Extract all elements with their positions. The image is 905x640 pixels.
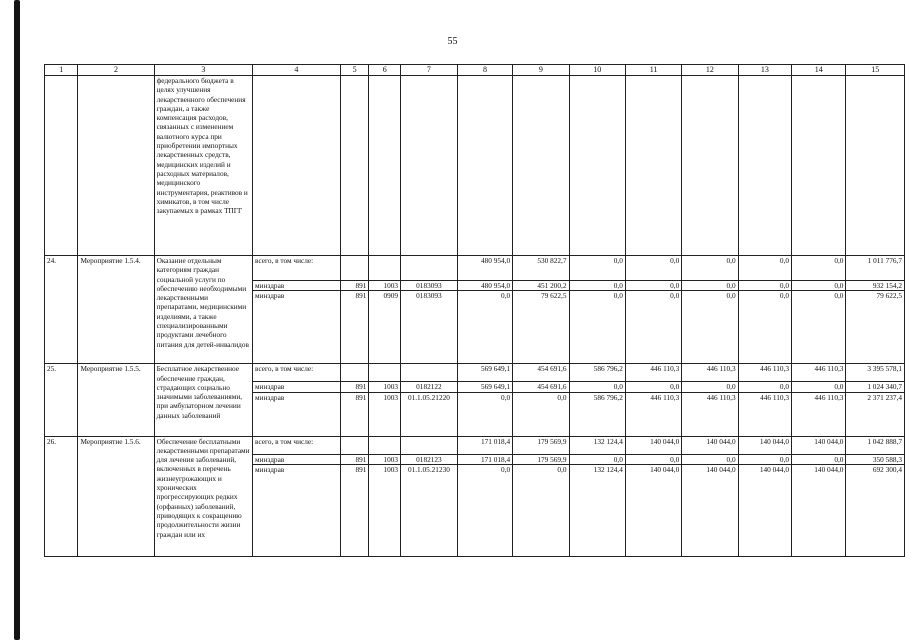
value-col14-cell: 140 044,0 bbox=[792, 464, 846, 556]
section-cell: 1003 bbox=[369, 281, 401, 291]
target-article-cell bbox=[401, 256, 458, 281]
section-cell: 1003 bbox=[369, 392, 401, 436]
value-col12-cell: 0,0 bbox=[682, 281, 738, 291]
target-article-cell: 0183093 bbox=[401, 281, 458, 291]
grbs-cell: 891 bbox=[340, 281, 369, 291]
value-col9-cell: 454 691,6 bbox=[513, 382, 569, 392]
col-header: 4 bbox=[253, 65, 341, 76]
cell bbox=[682, 76, 738, 256]
value-col8-cell: 0,0 bbox=[457, 291, 512, 364]
cell bbox=[457, 76, 512, 256]
value-col8-cell: 0,0 bbox=[457, 392, 512, 436]
section-cell bbox=[369, 256, 401, 281]
cell bbox=[340, 76, 369, 256]
value-col8-cell: 171 018,4 bbox=[457, 436, 512, 454]
row-number-cell: 24. bbox=[45, 256, 78, 364]
executor-cell: всего, в том числе: bbox=[253, 256, 341, 281]
value-col12-cell: 446 110,3 bbox=[682, 364, 738, 382]
value-col11-cell: 446 110,3 bbox=[625, 392, 681, 436]
value-col10-cell: 586 796,2 bbox=[569, 392, 625, 436]
value-col13-cell: 446 110,3 bbox=[738, 364, 791, 382]
cell bbox=[625, 76, 681, 256]
value-col13-cell: 0,0 bbox=[738, 454, 791, 464]
value-col8-cell: 171 018,4 bbox=[457, 454, 512, 464]
value-col9-cell: 454 691,6 bbox=[513, 364, 569, 382]
total-cell: 1 011 776,7 bbox=[846, 256, 905, 281]
cell bbox=[738, 76, 791, 256]
total-cell: 350 588,3 bbox=[846, 454, 905, 464]
value-col10-cell: 0,0 bbox=[569, 291, 625, 364]
value-col14-cell: 0,0 bbox=[792, 454, 846, 464]
description-cell: Обеспечение бесплатными лекарственными препаратами для лечения заболеваний, включенных в перечень жизнеугрожающих и хронических прогрессирующих редких (орфанных) заболеваний, приводящих к сокращению продолжительности жизни граждан или их bbox=[154, 436, 252, 556]
target-article-cell: 0182123 bbox=[401, 454, 458, 464]
value-col10-cell: 0,0 bbox=[569, 256, 625, 281]
value-col14-cell: 446 110,3 bbox=[792, 392, 846, 436]
value-col9-cell: 0,0 bbox=[513, 464, 569, 556]
cell bbox=[369, 76, 401, 256]
col-header: 10 bbox=[569, 65, 625, 76]
value-col12-cell: 140 044,0 bbox=[682, 436, 738, 454]
event-name-cell: Мероприятие 1.5.4. bbox=[78, 256, 154, 364]
value-col12-cell: 0,0 bbox=[682, 382, 738, 392]
table-header-row bbox=[45, 65, 905, 76]
section-cell: 1003 bbox=[369, 454, 401, 464]
description-cell: федерального бюджета в целях улучшения лекарственного обеспечения граждан, а также компенсация расходов, связанных с изменением валютного курса при приобретении импортных лекарственных средств, медицинских изделий и расходных материалов, медицинского инструментария, реактивов и химикатов, в том числе закупаемых в рамках ТПГГ bbox=[154, 76, 252, 256]
value-col10-cell: 132 124,4 bbox=[569, 464, 625, 556]
total-cell: 1 042 888,7 bbox=[846, 436, 905, 454]
table-row bbox=[45, 256, 905, 281]
col-header: 5 bbox=[340, 65, 369, 76]
value-col14-cell: 140 044,0 bbox=[792, 436, 846, 454]
value-col13-cell: 0,0 bbox=[738, 382, 791, 392]
value-col10-cell: 0,0 bbox=[569, 454, 625, 464]
col-header: 9 bbox=[513, 65, 569, 76]
executor-cell: минздрав bbox=[253, 281, 341, 291]
col-header: 6 bbox=[369, 65, 401, 76]
value-col8-cell: 0,0 bbox=[457, 464, 512, 556]
target-article-cell: 01.1.05.21230 bbox=[401, 464, 458, 556]
col-header: 7 bbox=[401, 65, 458, 76]
scan-edge-bar bbox=[14, 0, 20, 640]
value-col11-cell: 140 044,0 bbox=[625, 464, 681, 556]
value-col11-cell: 0,0 bbox=[625, 382, 681, 392]
value-col8-cell: 480 954,0 bbox=[457, 256, 512, 281]
value-col9-cell: 79 622,5 bbox=[513, 291, 569, 364]
value-col13-cell: 140 044,0 bbox=[738, 464, 791, 556]
total-cell: 692 300,4 bbox=[846, 464, 905, 556]
value-col9-cell: 179 569,9 bbox=[513, 454, 569, 464]
value-col12-cell: 446 110,3 bbox=[682, 392, 738, 436]
grbs-cell bbox=[340, 436, 369, 454]
executor-cell: всего, в том числе: bbox=[253, 364, 341, 382]
grbs-cell: 891 bbox=[340, 464, 369, 556]
value-col14-cell: 0,0 bbox=[792, 291, 846, 364]
value-col13-cell: 446 110,3 bbox=[738, 392, 791, 436]
value-col10-cell: 586 796,2 bbox=[569, 364, 625, 382]
value-col11-cell: 0,0 bbox=[625, 454, 681, 464]
total-cell: 2 371 237,4 bbox=[846, 392, 905, 436]
continuation-row bbox=[45, 76, 905, 256]
value-col11-cell: 446 110,3 bbox=[625, 364, 681, 382]
col-header: 3 bbox=[154, 65, 252, 76]
value-col12-cell: 0,0 bbox=[682, 291, 738, 364]
section-cell: 1003 bbox=[369, 464, 401, 556]
total-cell: 1 024 340,7 bbox=[846, 382, 905, 392]
value-col11-cell: 0,0 bbox=[625, 281, 681, 291]
col-header: 15 bbox=[846, 65, 905, 76]
col-header: 2 bbox=[78, 65, 154, 76]
cell bbox=[792, 76, 846, 256]
cell bbox=[78, 76, 154, 256]
target-article-cell: 0183093 bbox=[401, 291, 458, 364]
value-col11-cell: 0,0 bbox=[625, 291, 681, 364]
event-name-cell: Мероприятие 1.5.5. bbox=[78, 364, 154, 436]
value-col12-cell: 0,0 bbox=[682, 454, 738, 464]
grbs-cell: 891 bbox=[340, 382, 369, 392]
col-header: 1 bbox=[45, 65, 78, 76]
value-col12-cell: 140 044,0 bbox=[682, 464, 738, 556]
value-col10-cell: 0,0 bbox=[569, 382, 625, 392]
value-col13-cell: 0,0 bbox=[738, 291, 791, 364]
grbs-cell: 891 bbox=[340, 454, 369, 464]
value-col10-cell: 132 124,4 bbox=[569, 436, 625, 454]
grbs-cell: 891 bbox=[340, 392, 369, 436]
section-cell: 0909 bbox=[369, 291, 401, 364]
section-cell bbox=[369, 364, 401, 382]
grbs-cell: 891 bbox=[340, 291, 369, 364]
value-col8-cell: 569 649,1 bbox=[457, 382, 512, 392]
target-article-cell: 01.1.05.21220 bbox=[401, 392, 458, 436]
value-col13-cell: 140 044,0 bbox=[738, 436, 791, 454]
cell bbox=[513, 76, 569, 256]
cell bbox=[846, 76, 905, 256]
grbs-cell bbox=[340, 256, 369, 281]
executor-cell: всего, в том числе: bbox=[253, 436, 341, 454]
grbs-cell bbox=[340, 364, 369, 382]
row-number-cell: 26. bbox=[45, 436, 78, 556]
col-header: 13 bbox=[738, 65, 791, 76]
executor-cell: минздрав bbox=[253, 382, 341, 392]
event-name-cell: Мероприятие 1.5.6. bbox=[78, 436, 154, 556]
page-number: 55 bbox=[447, 36, 458, 47]
executor-cell: минздрав bbox=[253, 454, 341, 464]
value-col14-cell: 0,0 bbox=[792, 256, 846, 281]
executor-cell: минздрав bbox=[253, 291, 341, 364]
total-cell: 79 622,5 bbox=[846, 291, 905, 364]
value-col9-cell: 530 822,7 bbox=[513, 256, 569, 281]
cell bbox=[45, 76, 78, 256]
table-row bbox=[45, 364, 905, 382]
value-col8-cell: 480 954,0 bbox=[457, 281, 512, 291]
value-col9-cell: 0,0 bbox=[513, 392, 569, 436]
value-col9-cell: 451 200,2 bbox=[513, 281, 569, 291]
value-col12-cell: 0,0 bbox=[682, 256, 738, 281]
value-col9-cell: 179 569,9 bbox=[513, 436, 569, 454]
executor-cell: минздрав bbox=[253, 464, 341, 556]
description-cell: Бесплатное лекарственное обеспечение граждан, страдающих социально значимыми заболеваниями, при амбулаторном лечении данных заболеваний bbox=[154, 364, 252, 436]
section-cell: 1003 bbox=[369, 382, 401, 392]
total-cell: 3 395 578,1 bbox=[846, 364, 905, 382]
table-row bbox=[45, 436, 905, 454]
value-col8-cell: 569 649,1 bbox=[457, 364, 512, 382]
value-col11-cell: 140 044,0 bbox=[625, 436, 681, 454]
executor-cell: минздрав bbox=[253, 392, 341, 436]
cell bbox=[401, 76, 458, 256]
row-number-cell: 25. bbox=[45, 364, 78, 436]
value-col13-cell: 0,0 bbox=[738, 256, 791, 281]
value-col14-cell: 446 110,3 bbox=[792, 364, 846, 382]
value-col11-cell: 0,0 bbox=[625, 256, 681, 281]
value-col10-cell: 0,0 bbox=[569, 281, 625, 291]
col-header: 8 bbox=[457, 65, 512, 76]
col-header: 14 bbox=[792, 65, 846, 76]
value-col14-cell: 0,0 bbox=[792, 281, 846, 291]
col-header: 12 bbox=[682, 65, 738, 76]
budget-table bbox=[44, 64, 905, 557]
target-article-cell bbox=[401, 364, 458, 382]
cell bbox=[569, 76, 625, 256]
target-article-cell bbox=[401, 436, 458, 454]
target-article-cell: 0182122 bbox=[401, 382, 458, 392]
section-cell bbox=[369, 436, 401, 454]
description-cell: Оказание отдельным категориям граждан социальной услуги по обеспечению необходимыми лекарственными препаратами, медицинскими изделиями, а также специализированными продуктами лечебного питания для детей-инвалидов bbox=[154, 256, 252, 364]
value-col14-cell: 0,0 bbox=[792, 382, 846, 392]
cell bbox=[253, 76, 341, 256]
col-header: 11 bbox=[625, 65, 681, 76]
value-col13-cell: 0,0 bbox=[738, 281, 791, 291]
total-cell: 932 154,2 bbox=[846, 281, 905, 291]
